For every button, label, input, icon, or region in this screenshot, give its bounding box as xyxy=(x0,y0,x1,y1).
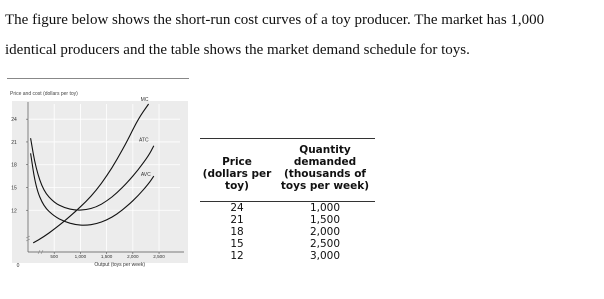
price-header-line: (dollars per xyxy=(202,168,272,180)
atc-series-label: ATC xyxy=(138,137,149,144)
x-tick-label: 1,500 xyxy=(100,254,113,259)
quantity-column-header xyxy=(275,144,375,192)
quantity-column xyxy=(275,202,375,262)
x-tick-label: 2,000 xyxy=(127,254,139,259)
x-tick-label: 2,500 xyxy=(153,254,165,259)
x-tick-label: 1,000 xyxy=(74,254,87,259)
y-tick-label: 24 xyxy=(11,117,17,124)
table-top-rule xyxy=(200,138,375,139)
quantity-header-line: (thousands of xyxy=(284,168,366,180)
figure-top-rule xyxy=(7,78,189,79)
y-tick-label: 18 xyxy=(11,162,17,169)
quantity-cell: 1,000 xyxy=(309,202,341,214)
price-header-line: toy) xyxy=(225,180,249,192)
quantity-cell: 3,000 xyxy=(309,250,341,262)
y-tick-label: 12 xyxy=(11,208,17,215)
question-text: The figure below shows the short-run cost curves of a toy producer. The market has 1,000 identical producers and the table shows the market demand schedule for toys. xyxy=(5,12,545,58)
quantity-cell: 2,500 xyxy=(309,238,341,250)
chart-plot-background xyxy=(12,101,188,263)
quantity-header-line: demanded xyxy=(293,156,357,168)
quantity-header-line: Quantity xyxy=(299,144,351,156)
chart-x-axis-label: Output (toys per week) xyxy=(94,262,146,268)
price-header-line: Price xyxy=(222,156,252,168)
price-cell: 24 xyxy=(230,202,244,214)
mc-series-label: MC xyxy=(140,97,149,103)
price-column xyxy=(200,202,274,262)
y-tick-label: 21 xyxy=(11,139,17,146)
x-tick-label: 500 xyxy=(50,254,59,259)
chart-y-axis-label: Price and cost (dollars per toy) xyxy=(10,91,78,97)
quantity-cell: 1,500 xyxy=(309,214,341,226)
quantity-header-line: toys per week) xyxy=(280,180,370,192)
avc-series-label: AVC xyxy=(140,172,151,179)
price-cell: 18 xyxy=(230,226,244,238)
quantity-cell: 2,000 xyxy=(309,226,341,238)
x-tick-label: 0 xyxy=(16,263,20,269)
price-cell: 21 xyxy=(230,214,244,226)
price-column-header xyxy=(200,156,274,192)
price-cell: 15 xyxy=(230,238,244,250)
price-cell: 12 xyxy=(230,250,244,262)
y-tick-label: 15 xyxy=(11,185,17,192)
